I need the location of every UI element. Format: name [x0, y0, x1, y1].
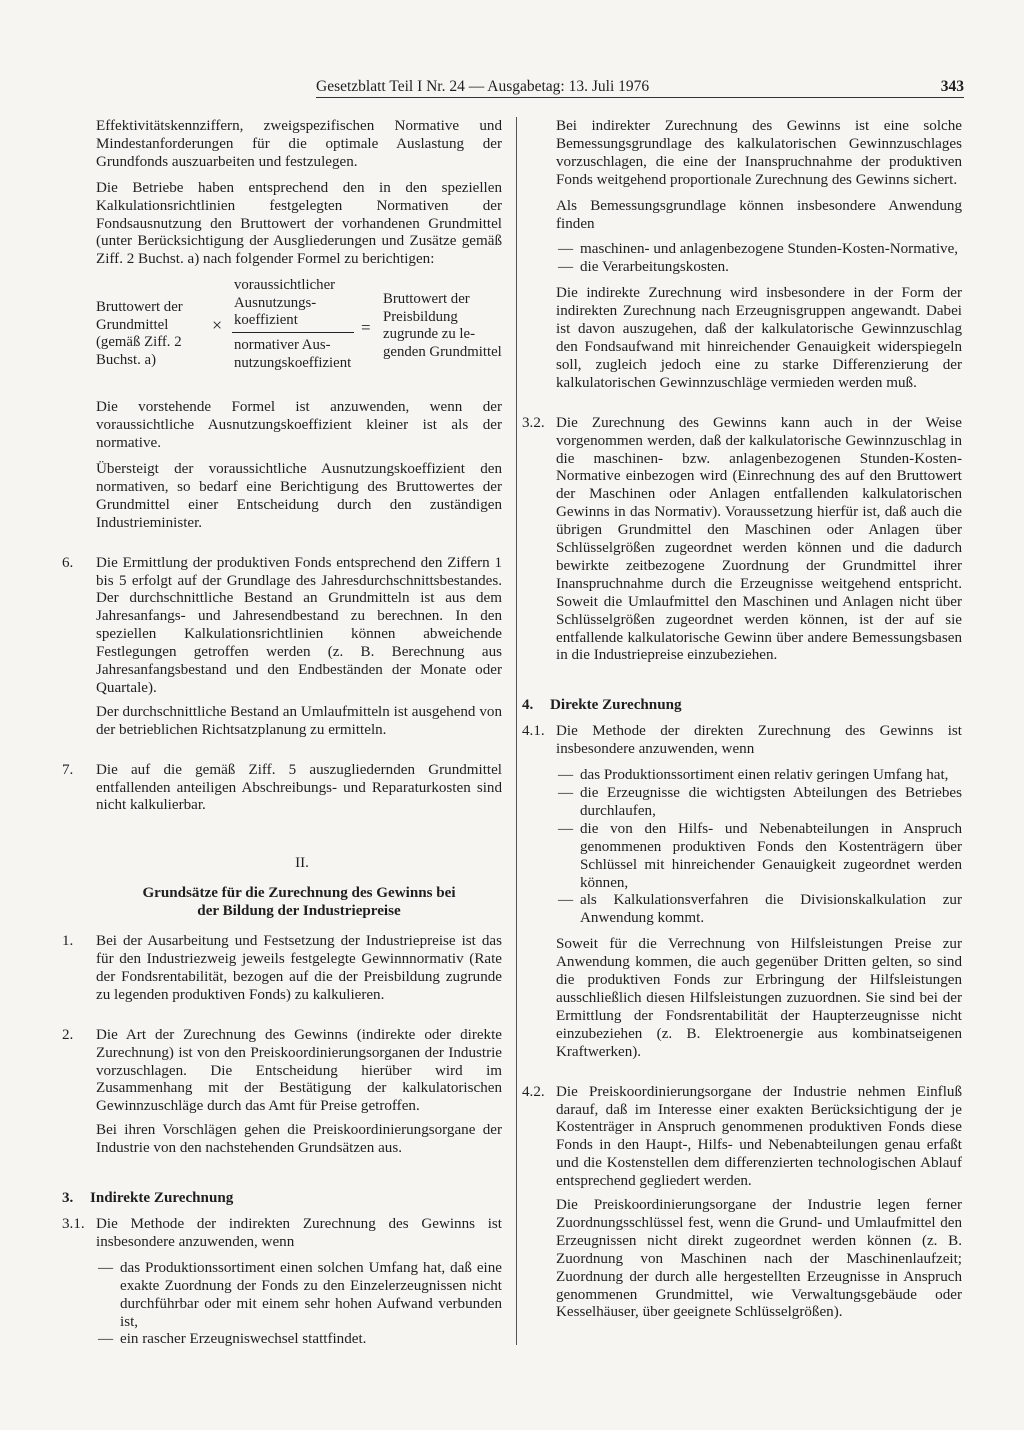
numbered-item [522, 723, 962, 759]
column-divider [516, 117, 517, 1345]
item-text: Die Art der Zurechnung des Gewinns (indirekte oder direkte Zurechnung) ist von den Preiskoordinierungsorganen der Industrie vorzuschlagen. Die Entscheidung hierüber wird im Zusammenhang mit der Bestätigung der kalkulatorischen Gewinnzuschläge durch das Amt für Preise getroffen. [96, 1026, 502, 1115]
multiply-sign: × [212, 315, 223, 336]
dash-mark: — [558, 259, 574, 276]
dash-mark: — [558, 892, 574, 909]
item-text: Die Preiskoordinierungsorgane der Industrie legen ferner Zuordnungsschlüssel fest, wenn die Grund- und Umlaufmittel den Erzeugnissen nicht direkt zugeordnet werden können (z. B. Zuordnung von Maschinen nach der Maschinenlaufzeit; Zuordnung der durch alle hergestellten Erzeugnisse in Anspruch genommenen Grundmittel, wie Verwaltungsgebäude oder Kesselhäuser, über geeignete Schlüsselgrößen). [556, 1197, 962, 1321]
paragraph: Die Betriebe haben entsprechend den in den speziellen Kalkulationsrichtlinien festgelegten Normativen der Fondsausnutzung den Bruttowert der vorhandenen Grundmittel (unter Berücksichtigung der Ausgliederungen und Zusätze gemäß Ziff. 2 Buchst. a) nach folgender Formel zu berichtigen: [96, 179, 502, 268]
item-text: Die auf die gemäß Ziff. 5 auszugliedernden Grundmittel entfallenden anteiligen Abschreibungs- und Reparaturkosten sind nicht kalkulierbar. [96, 761, 502, 814]
item-number: 6. [62, 554, 74, 571]
section-title: Grundsätze für die Zurechnung des Gewinns bei der Bildung der Industriepreise [142, 885, 456, 920]
item-text: Bei der Ausarbeitung und Festsetzung der Industriepreise ist das für den Industriezweig jeweils festgelegte Gewinnnormativ (Rate der Fondsrentabilität, bezogen auf die der Preisbildung zugrunde zu legenden produktiven Fonds) zu kalkulieren. [96, 933, 502, 1003]
dash-item [62, 1260, 502, 1332]
numbered-item [522, 1084, 962, 1323]
dash-mark: — [558, 785, 574, 801]
item-number: 3.1. [62, 1215, 85, 1232]
paragraph: Bei indirekter Zurechnung des Gewinns ist eine solche Bemessungsgrundlage des kalkulatorischen Gewinnzuschlages vorzuschlagen, die eine der Inanspruchnahme der produktiven Fonds weitgehend proportionale Zurechnung des Gewinns sichert. [556, 118, 962, 188]
dash-mark: — [558, 767, 574, 784]
numbered-item [62, 762, 502, 816]
formula-result: Bruttowert der Preisbildung zugrunde zu legenden Grundmittel [383, 291, 502, 360]
header-rule [316, 97, 964, 98]
paragraph: Die indirekte Zurechnung wird insbesondere in der Form der indirekten Zurechnung nach Erzeugnisgruppen angewandt. Dabei ist davon auszugehen, daß der kalkulatorische Gewinnzuschlag den Fondsaufwand mit hinreichender Genauigkeit widerspiegeln soll, zugleich jedoch eine zu starke Differenzierung der kalkulatorischen Gewinnzuschläge vermieden werden muß. [556, 285, 962, 391]
dash-item [522, 785, 962, 821]
dash-mark: — [98, 1331, 114, 1348]
item-number: 2. [62, 1026, 74, 1043]
numbered-item [62, 555, 502, 740]
left-column [62, 118, 502, 1349]
item-number: 1. [62, 933, 74, 950]
page-number: 343 [940, 78, 964, 95]
dash-text: die von den Hilfs- und Nebenabteilungen in Anspruch genommenen produktiven Fonds den Kostenträgern über Schlüssel mit hinreichender Genauigkeit zugeordnet werden können, [580, 820, 962, 891]
item-text: Die Preiskoordinierungsorgane der Industrie nehmen Einfluß darauf, daß im Interesse einer exakten Berücksichtigung der je Kostenträger in Anspruch genommenen produktiven Fonds diese Fonds in den Haupt-, Hilfs- und Nebenabteilungen genau erfaßt und die Kostenstellen dem differenzierten technologischen Ablauf entsprechend gegliedert werden. [556, 1083, 962, 1190]
right-column [522, 118, 962, 1330]
dash-mark: — [558, 820, 574, 837]
subsection-heading [62, 1190, 502, 1208]
heading-number: 3. [62, 1190, 74, 1207]
gazette-title: Gesetzblatt Teil I Nr. 24 — Ausgabetag: 13. Juli 1976 [316, 78, 650, 95]
heading-number: 4. [522, 697, 534, 714]
item-number: 7. [62, 761, 74, 778]
item-number: 4.2. [522, 1083, 545, 1100]
numbered-item [62, 1216, 502, 1252]
paragraph: Übersteigt der voraussichtliche Ausnutzungskoeffizient den normativen, so bedarf eine Berichtigung des Bruttowertes der Grundmittel einer Entscheidung durch den zuständigen Industrieminister. [96, 460, 502, 531]
dash-text: die Erzeugnisse die wichtigsten Abteilungen des Betriebes durchlaufen, [580, 785, 962, 819]
dash-mark: — [98, 1259, 114, 1276]
dash-text: ein rascher Erzeugniswechsel stattfindet. [120, 1331, 367, 1348]
paragraph: Die vorstehende Formel ist anzuwenden, wenn der voraussichtliche Ausnutzungskoeffizient kleiner ist als der normative. [96, 399, 502, 452]
formula-denominator: normativer Ausnutzungskoeffizient [234, 337, 352, 371]
paragraph: Soweit für die Verrechnung von Hilfsleistungen Preise zur Anwendung kommen, die auch gegenüber Dritten gelten, so sind die produktiven Fonds zur Erbringung der Hilfsleistungen ausschließlich diesen Hilfsleistungen zuzuordnen. Sie sind bei der Ermittlung der Fondsrentabilität der Haupterzeugnisse nicht einzubeziehen (z. B. Elektroenergie aus kombinatseigenen Kraftwerken). [556, 936, 962, 1060]
section-number: II. [295, 855, 309, 872]
item-text: Die Ermittlung der produktiven Fonds entsprechend den Ziffern 1 bis 5 erfolgt auf der Grundlage des Jahresdurchschnittsbestandes. Der durchschnittliche Bestand an Grundmitteln ist aus dem Jahresanfangs- und Jahresendbestand zu berechnen. In den speziellen Kalkulationsrichtlinien können abweichende Festlegungen getroffen werden (z. B. Berechnung aus Jahresanfangsbestand und den Endbeständen der Monate oder Quartale). [96, 554, 502, 696]
dash-text: das Produktionssortiment einen relativ geringen Umfang hat, [580, 767, 949, 784]
dash-text: die Verarbeitungskosten. [580, 259, 729, 276]
numbered-item [62, 933, 502, 1005]
heading-text: Direkte Zurechnung [550, 697, 682, 714]
dash-text: als Kalkulationsverfahren die Divisionskalkulation zur Anwendung kommt. [580, 892, 962, 927]
dash-mark: — [558, 241, 574, 258]
numbered-item [522, 415, 962, 666]
dash-text: das Produktionssortiment einen solchen Umfang hat, daß eine exakte Zuordnung der Fonds zu den Einzelerzeugnissen nicht durchführbar oder mit einem sehr hohen Aufwand verbunden ist, [120, 1259, 502, 1330]
item-text: Bei ihren Vorschlägen gehen die Preiskoordinierungsorgane der Industrie von den nachstehenden Grundsätzen aus. [96, 1122, 502, 1157]
item-number: 4.1. [522, 723, 545, 740]
page-header [316, 78, 964, 98]
subsection-heading [522, 697, 962, 715]
dash-item [522, 259, 962, 277]
paragraph: Als Bemessungsgrundlage können insbesondere Anwendung finden [556, 197, 962, 232]
dash-item [522, 767, 962, 785]
item-text: Die Methode der indirekten Zurechnung des Gewinns ist insbesondere anzuwenden, wenn [96, 1215, 502, 1250]
dash-item [522, 892, 962, 928]
numbered-item [62, 1027, 502, 1158]
dash-item [522, 821, 962, 893]
heading-text: Indirekte Zurechnung [90, 1190, 234, 1207]
item-number: 3.2. [522, 414, 545, 431]
item-text: Der durchschnittliche Bestand an Umlaufmitteln ist ausgehend von der betrieblichen Richtsatzplanung zu ermitteln. [96, 703, 502, 738]
paragraph: Effektivitätskennziffern, zweigspezifischen Normative und Mindestanforderungen für die optimale Auslastung der Grundfonds auszuarbeiten und festzulegen. [96, 118, 502, 170]
formula-left-term: Bruttowert der Grundmittel (gemäß Ziff. 2 Buchst. a) [96, 299, 183, 368]
fraction-line [232, 332, 354, 333]
dash-item [62, 1331, 502, 1349]
dash-item [522, 241, 962, 259]
formula-numerator: voraussichtlicher Ausnutzungskoeffizient [234, 277, 336, 329]
dash-text: maschinen- und anlagenbezogene Stunden-Kosten-Normative, [580, 241, 959, 258]
item-text: Die Zurechnung des Gewinns kann auch in der Weise vorgenommen werden, daß der kalkulatorische Gewinnzuschlag in die maschinen- bzw. anlagenbezogenen Stunden-Kosten-Normative einbezogen wird (Einrechnung des auf den Bruttowert der Maschinen oder Anlagen entfallenden kalkulatorischen Gewinns in das Normativ). Voraussetzung hierfür ist, daß auch die übrigen Grundmittel den Maschinen oder Anlagen über Schlüsselgrößen zugeordnet werden können und die dadurch bewirkte zeitbezogene Zuordnung der Grundmittel ihrer Inanspruchnahme durch die Erzeugnisse weitgehend entspricht. Soweit die Umlaufmittel den Maschinen und Anlagen nicht über Schlüsselgrößen zugeordnet werden können, ist der auf sie entfallende kalkulatorische Gewinn über andere Bemessungsbasen in die Industriepreise einzubeziehen. [556, 414, 962, 664]
formula [96, 277, 502, 389]
equals-sign: = [361, 318, 371, 338]
item-text: Die Methode der direkten Zurechnung des Gewinns ist insbesondere anzuwenden, wenn [556, 723, 962, 758]
